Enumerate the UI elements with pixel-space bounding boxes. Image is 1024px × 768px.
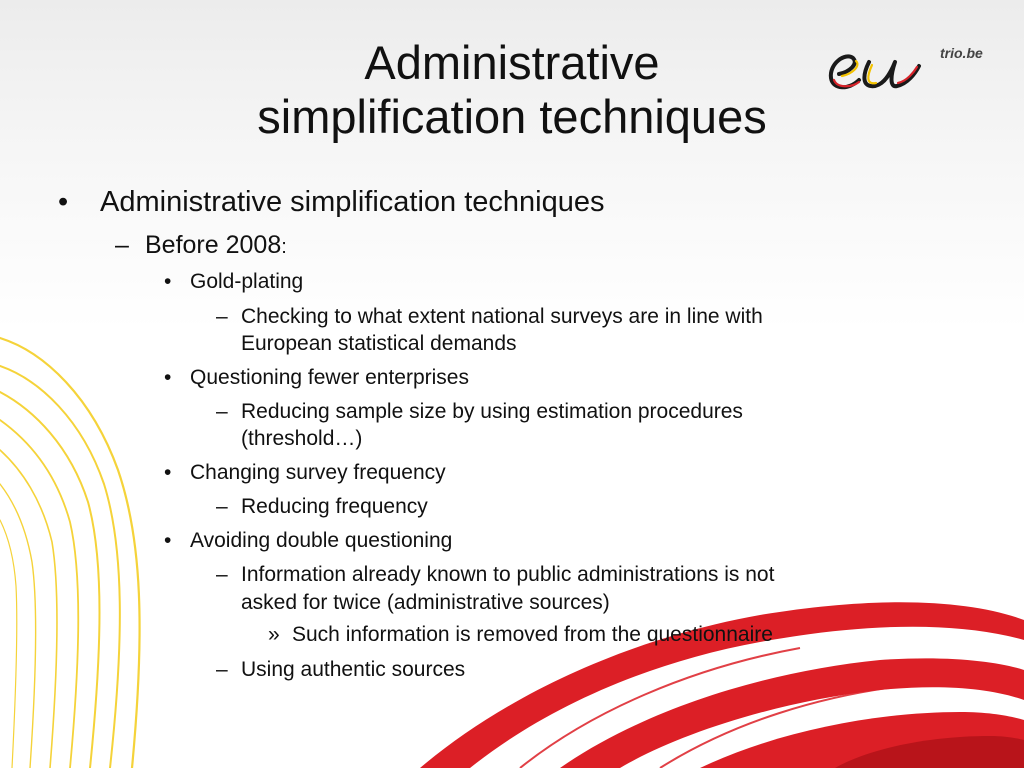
- chevron-marker: »: [268, 623, 280, 646]
- list-item-text: Avoiding double questioning: [190, 529, 453, 552]
- dash-marker: –: [216, 563, 228, 586]
- list-item-text-continued: asked for twice (administrative sources): [241, 591, 610, 614]
- before-2008-colon: :: [281, 236, 287, 258]
- list-item-text: Information already known to public administrations is not: [241, 563, 775, 586]
- list-item-text: [145, 230, 287, 262]
- list-item-text-continued: European statistical demands: [241, 332, 517, 355]
- list-item-text: Reducing frequency: [241, 495, 428, 518]
- eu-trio-logo: [825, 44, 995, 100]
- dash-marker: –: [216, 658, 228, 681]
- list-item-text: Gold-plating: [190, 270, 304, 293]
- before-2008-text: Before 2008: [145, 231, 282, 259]
- list-item-text: Administrative simplification techniques: [100, 186, 605, 218]
- list-item-text: Changing survey frequency: [190, 461, 446, 484]
- bullet-marker: •: [164, 461, 172, 484]
- bullet-marker: •: [164, 270, 172, 293]
- dash-marker: –: [115, 231, 129, 259]
- list-item-text: Such information is removed from the questionnaire: [292, 623, 773, 646]
- dash-marker: –: [216, 400, 228, 423]
- dash-marker: –: [216, 495, 228, 518]
- yellow-swirl-lines: [0, 338, 140, 768]
- list-item-text-continued: (threshold…): [241, 427, 363, 450]
- bullet-marker: •: [164, 366, 172, 389]
- list-item-text: Reducing sample size by using estimation procedures: [241, 400, 743, 423]
- title-line-1: Administrative: [364, 36, 660, 89]
- list-item-text: Using authentic sources: [241, 658, 466, 681]
- logo-tagline: trio.be: [940, 45, 983, 61]
- list-item-text: Checking to what extent national surveys are in line with: [241, 305, 763, 328]
- title-line-2: simplification techniques: [257, 90, 767, 143]
- bullet-marker: •: [164, 529, 172, 552]
- bullet-marker: •: [58, 186, 69, 218]
- list-item-text: Questioning fewer enterprises: [190, 366, 469, 389]
- dash-marker: –: [216, 305, 228, 328]
